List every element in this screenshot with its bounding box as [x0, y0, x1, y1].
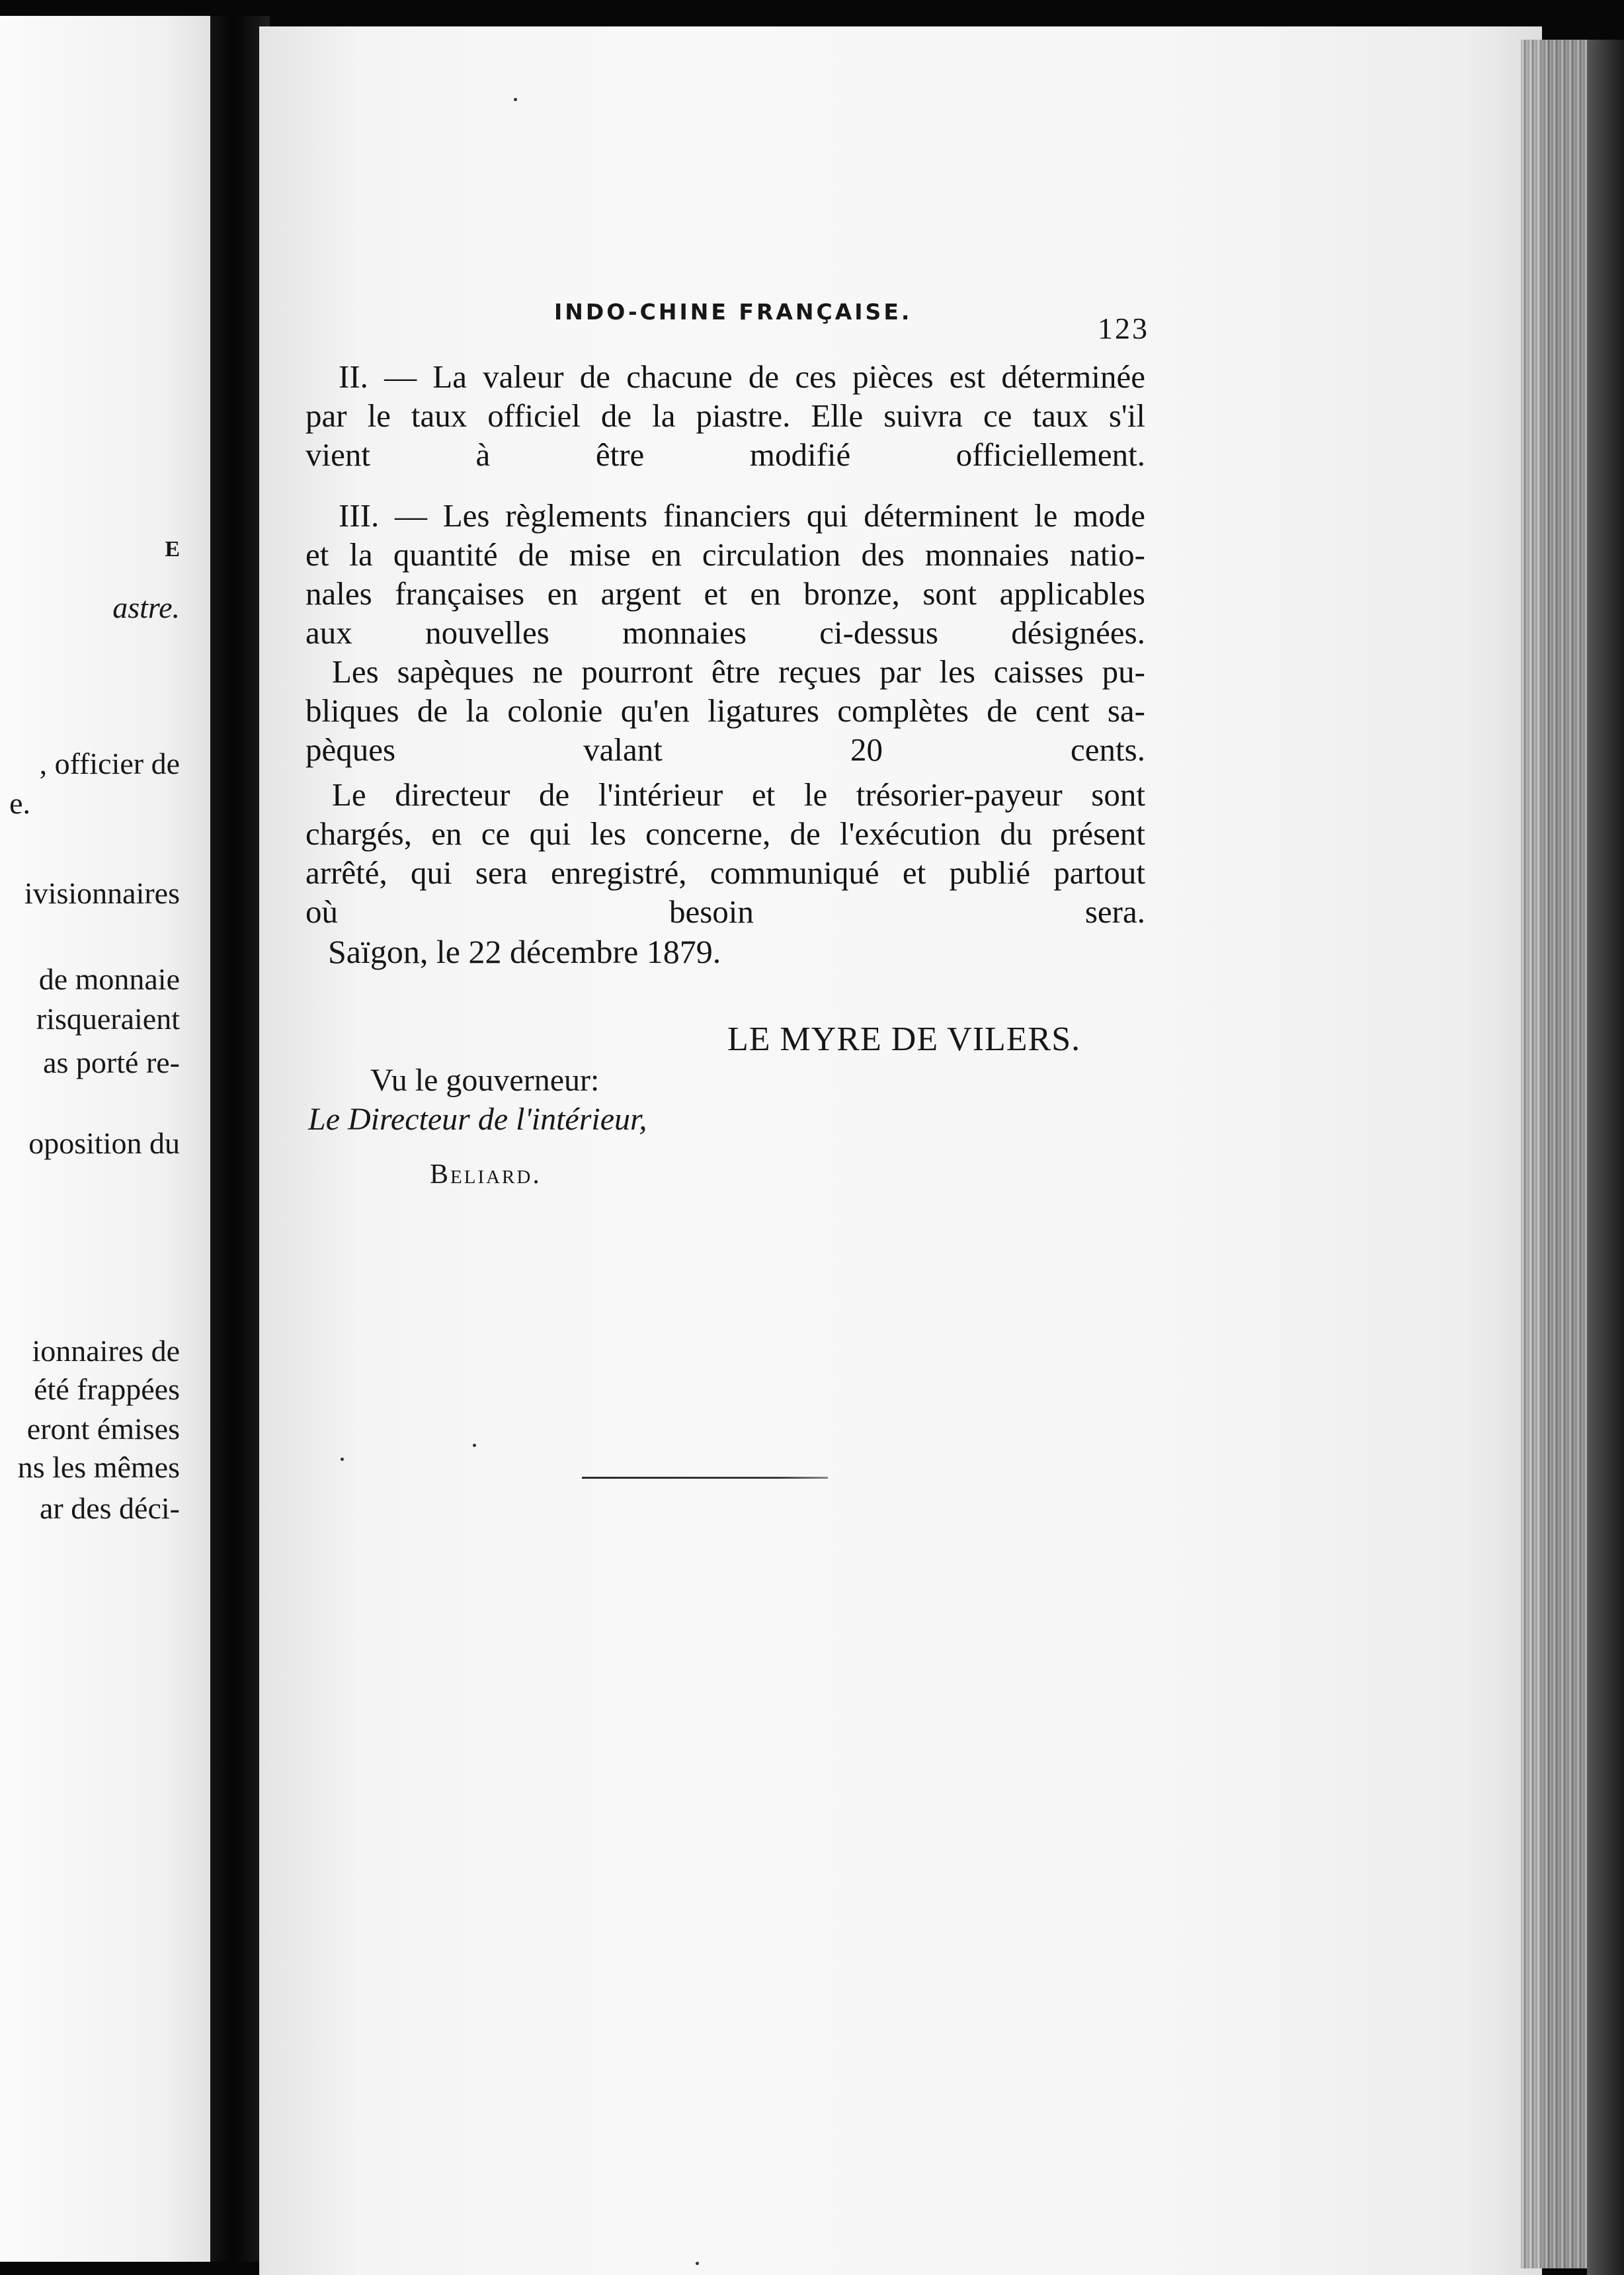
paragraph-article-ii: [305, 357, 1145, 474]
paragraph-execution: [305, 775, 1145, 931]
left-page-line: été frappées: [34, 1372, 180, 1406]
print-speck: [514, 98, 517, 101]
place-and-date: Saïgon, le 22 décembre 1879.: [328, 933, 721, 970]
left-page-line: ns les mêmes: [17, 1450, 180, 1484]
paragraph-line: vient à être modifié officiellement.: [305, 436, 1145, 473]
left-page-line: ionnaires de: [32, 1334, 180, 1368]
print-speck: [473, 1444, 476, 1447]
page-number: 123: [1098, 311, 1149, 345]
paragraph-line: arrêté, qui sera enregistré, communiqué et publié partout: [305, 854, 1145, 891]
print-speck: [341, 1458, 344, 1461]
left-page-line: eront émises: [26, 1412, 180, 1446]
paragraph-line: II. — La valeur de chacune de ces pièces est déterminée: [339, 358, 1145, 395]
page-edge-shadow: [1587, 40, 1624, 2275]
countersign-name: Beliard.: [430, 1159, 542, 1190]
paragraph-line: Les sapèques ne pourront être reçues par les caisses pu-: [332, 653, 1145, 690]
left-page-line: oposition du: [28, 1126, 180, 1160]
section-end-rule: [582, 1477, 828, 1479]
paragraph-line: par le taux officiel de la piastre. Elle suivra ce taux s'il: [305, 397, 1145, 434]
paragraph-line: Le directeur de l'intérieur et le trésorier-payeur sont: [332, 776, 1145, 813]
paragraph-sapeques: [305, 652, 1145, 769]
paragraph-line: bliques de la colonie qu'en ligatures complètes de cent sa-: [305, 692, 1145, 729]
paragraph-line: III. — Les règlements financiers qui déterminent le mode: [339, 497, 1145, 534]
paragraph-line: et la quantité de mise en circulation des monnaies natio-: [305, 536, 1145, 573]
paragraph-line: où besoin sera.: [305, 893, 1145, 930]
paragraph-article-iii: [305, 496, 1145, 652]
left-page-line: astre.: [112, 591, 180, 624]
countersign-seen: Vu le gouverneur:: [370, 1063, 600, 1098]
left-page-line: , officier de: [39, 747, 180, 780]
left-page-line: ar des déci-: [40, 1491, 180, 1525]
left-facing-page: [0, 16, 210, 2262]
paragraph-line: aux nouvelles monnaies ci-dessus désignées.: [305, 614, 1145, 651]
paragraph-line: nales françaises en argent et en bronze, sont applicables: [305, 575, 1145, 612]
governor-signature: LE MYRE DE VILERS.: [727, 1020, 1081, 1058]
running-head: INDO-CHINE FRANÇAISE.: [554, 299, 913, 325]
print-speck: [696, 2262, 699, 2265]
left-page-line: e.: [9, 786, 30, 820]
paragraph-line: pèques valant 20 cents.: [305, 731, 1145, 768]
left-page-line: risqueraient: [36, 1002, 180, 1036]
countersign-title: Le Directeur de l'intérieur,: [308, 1102, 647, 1137]
left-page-line: as porté re-: [43, 1046, 180, 1079]
left-page-line: de monnaie: [38, 962, 180, 996]
left-page-line: ivisionnaires: [24, 876, 180, 910]
paragraph-line: chargés, en ce qui les concerne, de l'exécution du présent: [305, 815, 1145, 852]
page-edges: [1521, 40, 1587, 2268]
left-page-line: E: [165, 537, 180, 561]
